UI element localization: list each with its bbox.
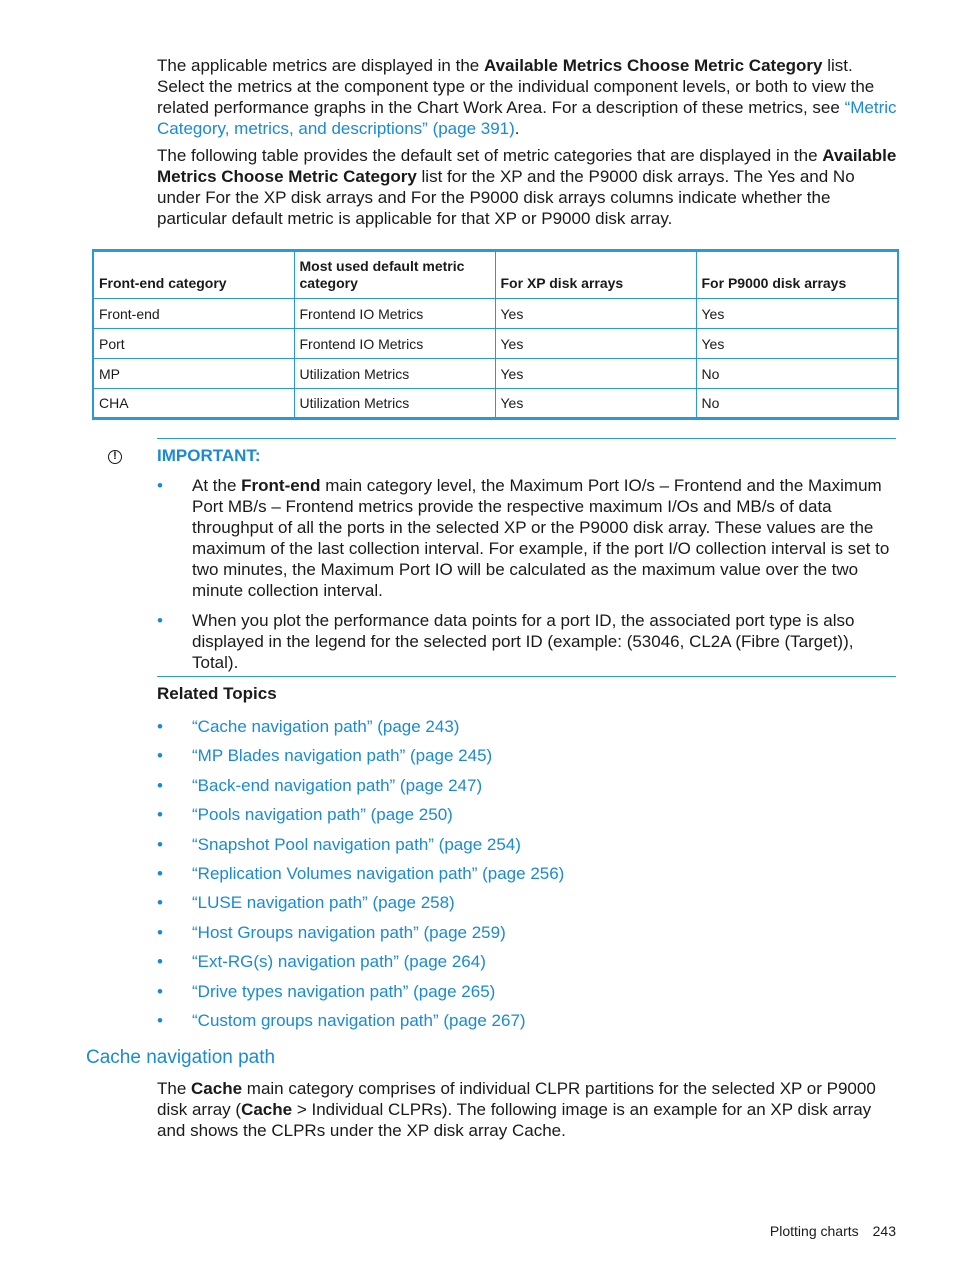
table-cell: Frontend IO Metrics	[294, 329, 495, 359]
header-default-metric-category: Most used default metric category	[294, 251, 495, 299]
table-header-row	[93, 251, 898, 299]
text: .	[514, 119, 520, 138]
bullet-icon: •	[157, 981, 163, 1001]
text: main category level, the Maximum Port IO/s – Frontend and the Maximum Port MB/s – Frontend metrics provide the respective maximum I/Os and MB/s of data throughput of all the ports in the selected XP or the P9000 disk array. These values are the maximum of the last collection interval. For example, if the port I/O collection interval is set to two minutes, the Maximum Port IO will be calculated as the maximum value over the two minute collection interval.	[192, 476, 890, 600]
intro-paragraph-2	[157, 145, 897, 229]
bold-term: Cache	[241, 1100, 293, 1119]
link-text[interactable]: “Host Groups navigation path” (page 259)	[192, 922, 506, 942]
table-cell: No	[696, 359, 898, 389]
section-heading-cache: Cache navigation path	[86, 1047, 276, 1068]
text: > Individual CLPRs). The following image is an example for an XP disk array and shows the CLPRs under the XP disk array Cache.	[157, 1100, 872, 1140]
page-number: 243	[872, 1223, 896, 1239]
related-link-mp-blades[interactable]	[157, 745, 564, 774]
related-link-ext-rg[interactable]	[157, 951, 564, 980]
link-text[interactable]: “Snapshot Pool navigation path” (page 254)	[192, 834, 521, 854]
text: When you plot the performance data points for a port ID, the associated port type is also displayed in the legend for the selected port ID (example: (53046, CL2A (Fibre (Target)), Total).	[192, 611, 855, 672]
bullet-icon: •	[157, 611, 163, 630]
header-xp-disk-arrays: For XP disk arrays	[495, 251, 696, 299]
table-row	[93, 359, 898, 389]
bullet-icon: •	[157, 746, 163, 766]
table-cell: Yes	[495, 329, 696, 359]
table-row	[93, 299, 898, 329]
intro-paragraph-1	[157, 55, 897, 139]
bold-term: Cache	[191, 1079, 243, 1098]
table-cell: Yes	[495, 359, 696, 389]
footer-section-label: Plotting charts	[769, 1223, 859, 1239]
text: The applicable metrics are displayed in the	[157, 56, 484, 75]
link-text[interactable]: “Pools navigation path” (page 250)	[192, 805, 453, 825]
table-cell: Front-end	[93, 299, 294, 329]
text: list for the XP and the P9000 disk arrays. The Yes and No under For the XP disk arrays and For the P9000 disk arrays columns indicate whether the particular default metric is applicable for that XP or P9000 disk array.	[157, 167, 855, 228]
bullet-icon: •	[157, 952, 163, 972]
related-link-host-groups[interactable]	[157, 922, 564, 951]
link-text[interactable]: “MP Blades navigation path” (page 245)	[192, 746, 493, 766]
bullet-icon: •	[157, 893, 163, 913]
header-front-end-category: Front-end category	[93, 251, 294, 299]
table-cell: Utilization Metrics	[294, 389, 495, 419]
text: At the	[192, 476, 242, 495]
important-top-rule	[157, 438, 896, 439]
link-text[interactable]: “Custom groups navigation path” (page 267)	[192, 1010, 526, 1030]
related-link-luse[interactable]	[157, 892, 564, 921]
related-link-pools[interactable]	[157, 804, 564, 833]
important-bottom-rule	[157, 676, 896, 677]
exclamation-circle-icon: !	[108, 450, 122, 464]
related-link-cache[interactable]	[157, 716, 564, 745]
list-item	[157, 610, 897, 673]
header-p9000-disk-arrays: For P9000 disk arrays	[696, 251, 898, 299]
text: The following table provides the default set of metric categories that are displayed in the	[157, 146, 823, 165]
important-bullet-list	[157, 475, 897, 673]
page-footer	[770, 1223, 896, 1239]
metric-category-table	[92, 249, 899, 420]
table-cell: Utilization Metrics	[294, 359, 495, 389]
bullet-icon: •	[157, 1010, 163, 1030]
text: main category comprises of individual CLPR partitions for the selected XP or P9000 disk array (	[157, 1079, 876, 1119]
table-cell: Yes	[696, 299, 898, 329]
text: list. Select the metrics at the component type or the individual component levels, or both to view the related performance graphs in the Chart Work Area. For a description of these metrics, see	[157, 56, 875, 117]
bold-term: Front-end	[241, 476, 321, 495]
bullet-icon: •	[157, 922, 163, 942]
link-text[interactable]: “Replication Volumes navigation path” (page 256)	[192, 863, 565, 883]
table-row	[93, 329, 898, 359]
related-link-drive-types[interactable]	[157, 981, 564, 1010]
bullet-icon: •	[157, 476, 163, 495]
related-topics-title: Related Topics	[157, 684, 277, 703]
bullet-icon: •	[157, 863, 163, 883]
table-cell: No	[696, 389, 898, 419]
table-row	[93, 389, 898, 419]
link-text[interactable]: “Cache navigation path” (page 243)	[192, 717, 460, 736]
bold-term: Available Metrics Choose Metric Category	[157, 146, 897, 186]
list-item	[157, 475, 897, 601]
bullet-icon: •	[157, 834, 163, 854]
related-link-replication-volumes[interactable]	[157, 863, 564, 892]
table-cell: Frontend IO Metrics	[294, 299, 495, 329]
link-text[interactable]: “LUSE navigation path” (page 258)	[192, 893, 455, 913]
table-cell: MP	[93, 359, 294, 389]
table-cell: CHA	[93, 389, 294, 419]
link-text[interactable]: “Ext-RG(s) navigation path” (page 264)	[192, 952, 486, 972]
related-link-snapshot-pool[interactable]	[157, 834, 564, 863]
table-cell: Yes	[696, 329, 898, 359]
table-cell: Port	[93, 329, 294, 359]
related-link-back-end[interactable]	[157, 775, 564, 804]
important-label: IMPORTANT:	[157, 446, 261, 465]
link-text[interactable]: “Back-end navigation path” (page 247)	[192, 775, 483, 795]
bullet-icon: •	[157, 805, 163, 825]
bullet-icon: •	[157, 717, 163, 736]
table-cell: Yes	[495, 299, 696, 329]
related-topics-list	[157, 716, 564, 1039]
bold-term: Available Metrics Choose Metric Category	[483, 56, 823, 75]
related-link-custom-groups[interactable]	[157, 1010, 564, 1039]
text: The	[157, 1079, 192, 1098]
table-cell: Yes	[495, 389, 696, 419]
cache-paragraph	[157, 1078, 897, 1141]
bullet-icon: •	[157, 775, 163, 795]
metric-category-link[interactable]: “Metric Category, metrics, and descriptions” (page 391)	[157, 98, 897, 138]
link-text[interactable]: “Drive types navigation path” (page 265)	[192, 981, 496, 1001]
